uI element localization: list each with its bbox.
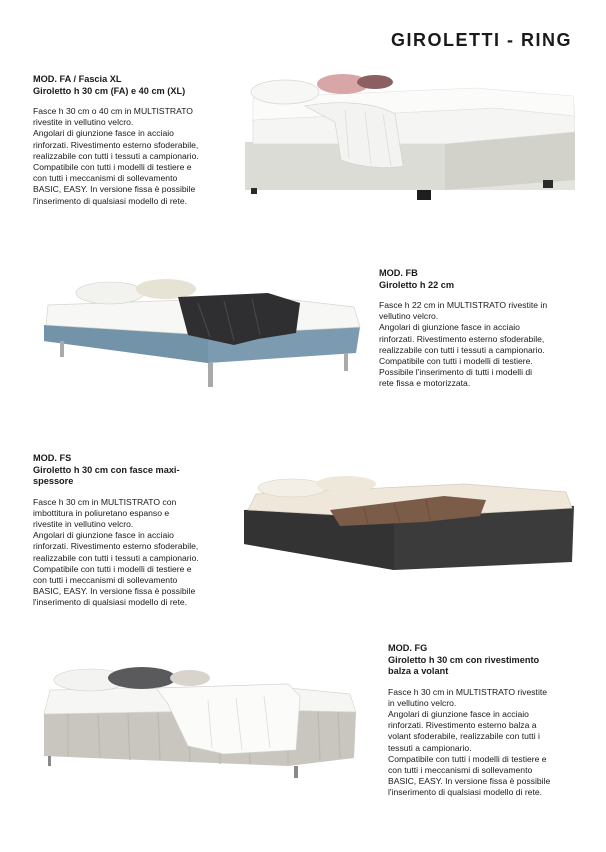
model-name: MOD. FA / Fascia XL	[33, 74, 122, 84]
description-line: rinforzati. Rivestimento esterno sfoderabile,	[33, 139, 199, 150]
model-subtitle: Giroletto h 30 cm (FA) e 40 cm (XL)	[33, 85, 186, 96]
description-line: rivestite in vellutino velcro.	[33, 518, 134, 529]
description-line: con tutti i meccanismi di sollevamento	[33, 173, 178, 184]
description-line: l'inserimento di qualsiasi modello di rete.	[33, 195, 188, 206]
description-line: Angolari di giunzione fasce in acciaio	[33, 128, 174, 139]
model-subtitle: Giroletto h 22 cm	[379, 279, 455, 290]
page-title: GIROLETTI - RING	[391, 30, 572, 50]
model-description	[33, 106, 245, 207]
description-line: vellutino velcro.	[379, 311, 439, 322]
section-fg	[388, 643, 574, 799]
description-line: Compatibile con tutti i modelli di testiere.	[379, 356, 533, 367]
description-line: BASIC, EASY. In versione fissa è possibile	[33, 184, 196, 195]
description-line: imbottitura in poliuretano espanso e	[33, 507, 170, 518]
description-line: volant sfoderabile, realizzabile con tutti i	[388, 731, 540, 742]
description-line: realizzabile con tutti i tessuti a campionario.	[379, 344, 545, 355]
description-line: Fasce h 30 cm in MULTISTRATO con	[33, 496, 177, 507]
description-line: realizzabile con tutti i tessuti a campionario.	[33, 552, 199, 563]
description-line: rete fissa e motorizzata.	[379, 378, 471, 389]
description-line: Angolari di giunzione fasce in acciaio	[379, 322, 520, 333]
description-line: rinforzati. Rivestimento esterno sfoderabile,	[33, 541, 199, 552]
model-subtitle-line: spessore	[33, 476, 74, 486]
model-description	[33, 497, 218, 609]
bed-photo-fg	[38, 660, 360, 780]
model-name: MOD. FB	[379, 268, 418, 278]
model-description	[379, 300, 573, 390]
description-line: Compatibile con tutti i modelli di testiere e	[388, 753, 547, 764]
description-line: l'inserimento di qualsiasi modello di rete.	[388, 787, 543, 798]
description-line: BASIC, EASY. In versione fissa è possibile	[33, 586, 196, 597]
model-subtitle	[33, 465, 218, 488]
model-subtitle-line: balza a volant	[388, 666, 449, 676]
model-subtitle-line: Giroletto h 30 cm con fasce maxi-	[33, 464, 180, 475]
description-line: rinforzati. Rivestimento esterno balza a	[388, 720, 537, 731]
description-line: realizzabile con tutti i tessuti a campionario.	[33, 150, 199, 161]
bed-photo-fb	[38, 275, 368, 390]
section-fs	[33, 453, 218, 609]
section-fa	[33, 74, 245, 207]
bed-photo-fa	[245, 70, 575, 210]
description-line: in vellutino velcro.	[388, 697, 457, 708]
description-line: rinforzati. Rivestimento esterno sfoderabile,	[379, 333, 545, 344]
description-line: Fasce h 30 cm o 40 cm in MULTISTRATO	[33, 106, 193, 116]
description-line: con tutti i meccanismi di sollevamento	[33, 574, 178, 585]
model-description	[388, 687, 574, 799]
description-line: Fasce h 22 cm in MULTISTRATO rivestite in	[379, 300, 548, 310]
bed-photo-fs	[244, 470, 576, 578]
description-line: Angolari di giunzione fasce in acciaio	[33, 530, 174, 541]
description-line: Fasce h 30 cm in MULTISTRATO rivestite	[388, 686, 548, 697]
description-line: Angolari di giunzione fasce in acciaio	[388, 708, 529, 719]
description-line: rivestite in vellutino velcro.	[33, 117, 134, 128]
section-fb	[379, 268, 573, 390]
description-line: BASIC, EASY. In versione fissa è possibile	[388, 776, 551, 787]
model-subtitle	[388, 655, 574, 678]
model-subtitle-line: Giroletto h 30 cm con rivestimento	[388, 654, 540, 665]
description-line: Compatibile con tutti i modelli di testiere e	[33, 563, 192, 574]
description-line: Compatibile con tutti i modelli di testiere e	[33, 162, 192, 173]
description-line: l'inserimento di qualsiasi modello di rete.	[33, 597, 188, 608]
description-line: con tutti i meccanismi di sollevamento	[388, 764, 533, 775]
model-name: MOD. FG	[388, 643, 428, 653]
description-line: Possibile l'inserimento di tutti i modelli di	[379, 367, 533, 378]
description-line: tessuti a campionario.	[388, 742, 472, 753]
model-name: MOD. FS	[33, 453, 72, 463]
